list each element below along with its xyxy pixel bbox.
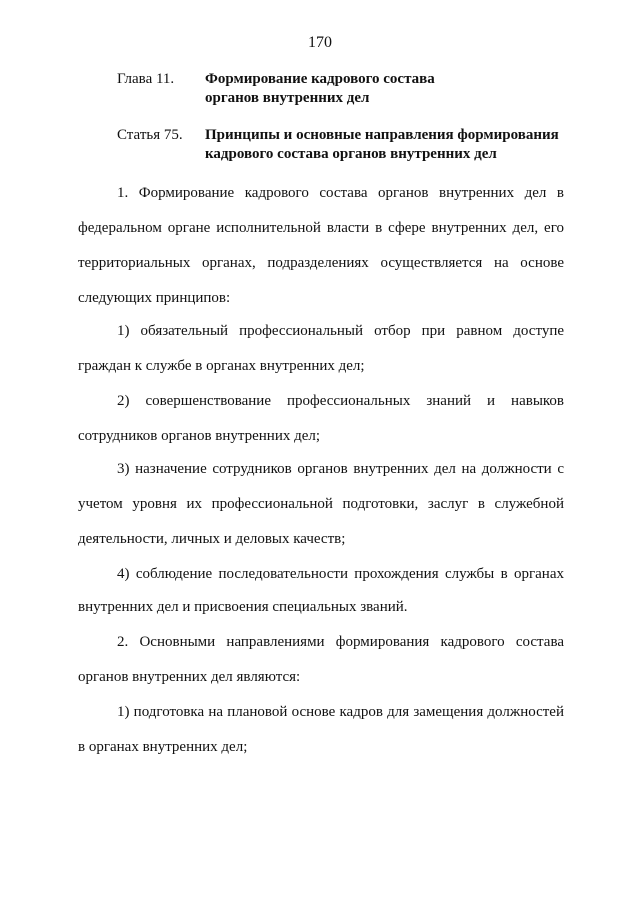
article-title-line: Принципы и основные направления формирования xyxy=(205,127,559,143)
article-title xyxy=(205,126,575,164)
body-line: 4) соблюдение последовательности прохождения службы в органах xyxy=(117,566,564,582)
page-number: 170 xyxy=(308,34,332,51)
body-line: в органах внутренних дел; xyxy=(78,739,248,755)
chapter-title xyxy=(205,70,575,108)
body-line: 2) совершенствование профессиональных знаний и навыков xyxy=(117,393,564,409)
article-label: Статья 75. xyxy=(117,127,183,143)
body-line: 2. Основными направлениями формирования кадрового состава xyxy=(117,634,564,650)
article-title-line: кадрового состава органов внутренних дел xyxy=(205,146,497,162)
body-line: следующих принципов: xyxy=(78,290,231,306)
body-line: граждан к службе в органах внутренних дел; xyxy=(78,358,365,374)
body-line: 3) назначение сотрудников органов внутренних дел на должности с xyxy=(117,461,564,477)
body-line: 1. Формирование кадрового состава органов внутренних дел в xyxy=(117,185,564,201)
body-line: сотрудников органов внутренних дел; xyxy=(78,428,321,444)
body-line: учетом уровня их профессиональной подготовки, заслуг в служебной xyxy=(78,496,564,512)
body-line: деятельности, личных и деловых качеств; xyxy=(78,531,346,547)
body-line: федеральном органе исполнительной власти в сфере внутренних дел, его xyxy=(78,220,564,236)
chapter-label: Глава 11. xyxy=(117,71,175,87)
chapter-title-line: Формирование кадрового состава xyxy=(205,71,435,87)
body-line: 1) подготовка на плановой основе кадров для замещения должностей xyxy=(117,704,564,720)
body-line: органов внутренних дел являются: xyxy=(78,669,301,685)
body-line: территориальных органах, подразделениях осуществляется на основе xyxy=(78,255,564,271)
body-line: 1) обязательный профессиональный отбор при равном доступе xyxy=(117,323,564,339)
body-line: внутренних дел и присвоения специальных званий. xyxy=(78,599,408,615)
chapter-title-line: органов внутренних дел xyxy=(205,90,370,106)
